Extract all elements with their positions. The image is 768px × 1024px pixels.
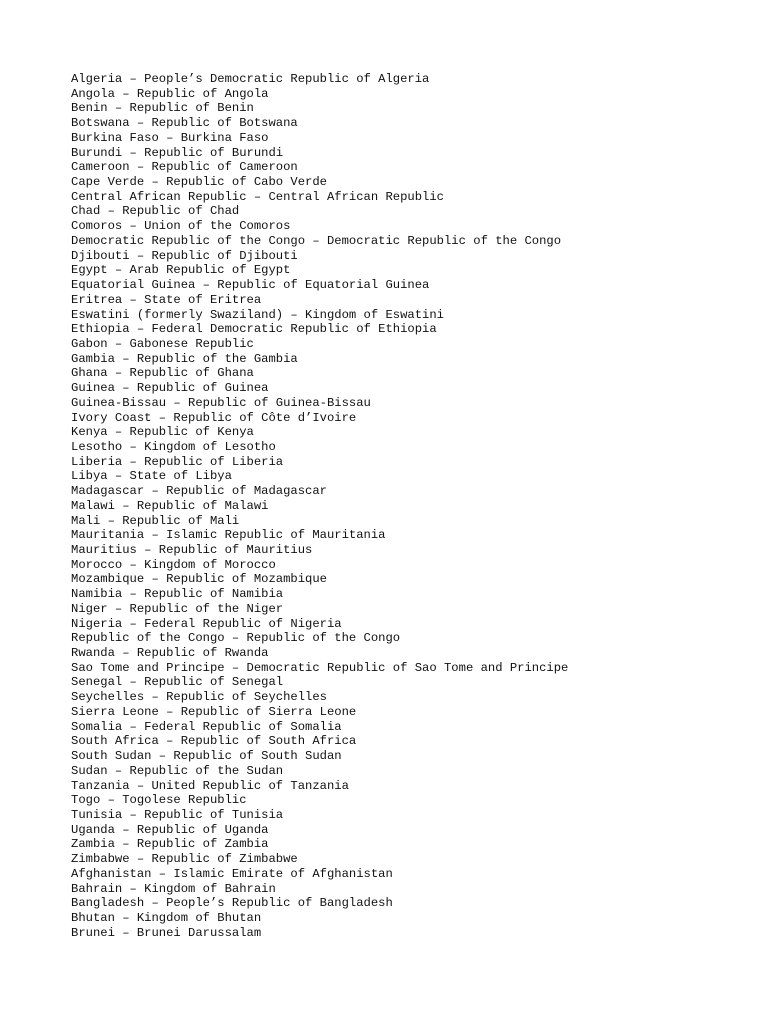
country-line: Uganda – Republic of Uganda [71,822,269,837]
country-line: Sao Tome and Principe – Democratic Republic of Sao Tome and Principe [71,660,569,675]
country-line: Bangladesh – People’s Republic of Bangladesh [71,896,393,911]
country-line: Malawi – Republic of Malawi [71,498,269,513]
country-line: Ethiopia – Federal Democratic Republic of Ethiopia [71,322,437,337]
country-line: Chad – Republic of Chad [71,204,240,219]
country-line: South Africa – Republic of South Africa [71,734,357,749]
country-line: Sudan – Republic of the Sudan [71,763,284,778]
country-line: Comoros – Union of the Comoros [71,219,291,234]
country-line: South Sudan – Republic of South Sudan [71,749,342,764]
country-line: Senegal – Republic of Senegal [71,675,284,690]
country-line: Guinea-Bissau – Republic of Guinea-Bissau [71,395,371,410]
country-line: Burkina Faso – Burkina Faso [71,130,269,145]
country-line: Cape Verde – Republic of Cabo Verde [71,175,327,190]
country-line: Burundi – Republic of Burundi [71,145,284,160]
country-line: Eswatini (formerly Swaziland) – Kingdom of Eswatini [71,307,444,322]
country-line: Brunei – Brunei Darussalam [71,925,262,940]
country-line: Nigeria – Federal Republic of Nigeria [71,616,342,631]
country-line: Ghana – Republic of Ghana [71,366,254,381]
country-line: Angola – Republic of Angola [71,86,269,101]
country-line: Rwanda – Republic of Rwanda [71,646,269,661]
country-line: Lesotho – Kingdom of Lesotho [71,439,276,454]
country-line: Democratic Republic of the Congo – Democratic Republic of the Congo [71,233,562,248]
country-line: Mali – Republic of Mali [71,513,240,528]
country-line: Mauritania – Islamic Republic of Mauritania [71,528,386,543]
country-line: Ivory Coast – Republic of Côte d’Ivoire [71,410,357,425]
country-line: Gabon – Gabonese Republic [71,336,254,351]
country-line: Liberia – Republic of Liberia [71,454,284,469]
country-line: Madagascar – Republic of Madagascar [71,484,327,499]
country-line: Central African Republic – Central African Republic [71,189,444,204]
country-line: Zambia – Republic of Zambia [71,837,269,852]
country-line: Seychelles – Republic of Seychelles [71,690,327,705]
country-line: Togo – Togolese Republic [71,793,247,808]
country-line: Equatorial Guinea – Republic of Equatorial Guinea [71,278,430,293]
country-list [71,72,568,940]
country-line: Guinea – Republic of Guinea [71,381,269,396]
country-line: Niger – Republic of the Niger [71,601,284,616]
country-line: Botswana – Republic of Botswana [71,116,298,131]
country-line: Eritrea – State of Eritrea [71,292,262,307]
country-line: Bhutan – Kingdom of Bhutan [71,910,262,925]
country-line: Libya – State of Libya [71,469,232,484]
country-line: Mozambique – Republic of Mozambique [71,572,327,587]
country-line: Algeria – People’s Democratic Republic of Algeria [71,72,430,86]
country-line: Namibia – Republic of Namibia [71,587,284,602]
country-line: Egypt – Arab Republic of Egypt [71,263,291,278]
country-line: Gambia – Republic of the Gambia [71,351,298,366]
country-line: Tunisia – Republic of Tunisia [71,807,284,822]
country-line: Afghanistan – Islamic Emirate of Afghanistan [71,866,393,881]
country-line: Tanzania – United Republic of Tanzania [71,778,349,793]
country-line: Benin – Republic of Benin [71,101,254,116]
country-line: Republic of the Congo – Republic of the Congo [71,631,401,646]
country-line: Sierra Leone – Republic of Sierra Leone [71,704,357,719]
country-line: Morocco – Kingdom of Morocco [71,557,276,572]
country-line: Somalia – Federal Republic of Somalia [71,719,342,734]
country-line: Djibouti – Republic of Djibouti [71,248,298,263]
country-line: Zimbabwe – Republic of Zimbabwe [71,852,298,867]
country-line: Kenya – Republic of Kenya [71,425,254,440]
country-line: Cameroon – Republic of Cameroon [71,160,298,175]
country-line: Bahrain – Kingdom of Bahrain [71,881,276,896]
country-line: Mauritius – Republic of Mauritius [71,543,313,557]
